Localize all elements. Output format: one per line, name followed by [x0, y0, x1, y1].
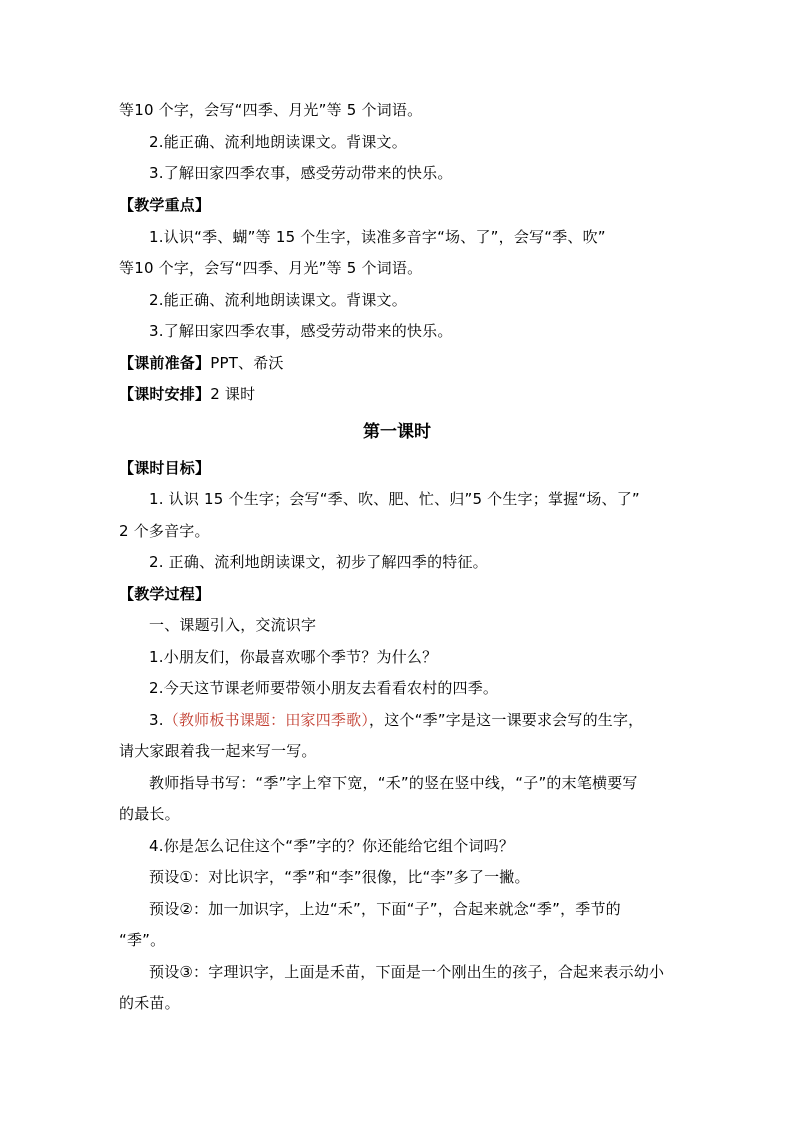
process-question-4: 4.你是怎么记住这个“季”字的？你还能给它组个词吗？	[149, 837, 515, 855]
process-question-3	[149, 710, 643, 730]
intro-line-1: 等10 个字，会写“四季、月光”等 5 个词语。	[119, 101, 423, 119]
process-heading: 【教学过程】	[119, 585, 211, 603]
prep-row	[119, 353, 284, 373]
lesson-goals-line-3: 2. 正确、流利地朗读课文，初步了解四季的特征。	[149, 553, 488, 571]
lesson-title: 第一课时	[363, 422, 431, 442]
board-title-note: （教师板书课题：田家四季歌）	[163, 711, 370, 729]
prep-heading: 【课前准备】	[119, 354, 211, 372]
key-points-line-1: 1.认识“季、蝴”等 15 个生字，读准多音字“场、了”，会写“季、吹”	[149, 228, 606, 246]
writing-guide-line-2: 的最长。	[119, 805, 180, 823]
preset-2-line-1: 预设②：加一加识字，上边“禾”，下面“子”，合起来就念“季”，季节的	[149, 900, 621, 918]
lesson-goals-line-2: 2 个多音字。	[119, 522, 210, 540]
intro-line-2: 2.能正确、流利地朗读课文。背课文。	[149, 133, 407, 151]
question-3-text: ，这个“季”字是这一课要求会写的生字，	[369, 711, 644, 729]
prep-text: PPT、希沃	[210, 354, 284, 372]
intro-line-3: 3.了解田家四季农事，感受劳动带来的快乐。	[149, 164, 453, 182]
process-question-2: 2.今天这节课老师要带领小朋友去看看农村的四季。	[149, 679, 499, 697]
schedule-text: 2 课时	[210, 385, 256, 403]
preset-3-line-1: 预设③：字理识字，上面是禾苗，下面是一个刚出生的孩子，合起来表示幼小	[149, 963, 665, 981]
preset-1: 预设①：对比识字，“季”和“李”很像，比“李”多了一撇。	[149, 868, 530, 886]
lesson-goals-heading: 【课时目标】	[119, 459, 211, 477]
question-3-number: 3.	[149, 711, 164, 729]
schedule-row	[119, 384, 255, 404]
process-section-1: 一、课题引入，交流识字	[149, 616, 317, 634]
key-points-line-2: 等10 个字，会写“四季、月光”等 5 个词语。	[119, 259, 423, 277]
key-points-line-4: 3.了解田家四季农事，感受劳动带来的快乐。	[149, 322, 453, 340]
schedule-heading: 【课时安排】	[119, 385, 211, 403]
preset-3-line-2: 的禾苗。	[119, 994, 180, 1012]
process-question-3-cont: 请大家跟着我一起来写一写。	[119, 742, 317, 760]
writing-guide-line-1: 教师指导书写：“季”字上窄下宽，“禾”的竖在竖中线，“子”的末笔横要写	[149, 774, 638, 792]
preset-2-line-2: “季”。	[119, 931, 166, 949]
process-question-1: 1.小朋友们，你最喜欢哪个季节？为什么？	[149, 648, 438, 666]
key-points-heading: 【教学重点】	[119, 196, 211, 214]
key-points-line-3: 2.能正确、流利地朗读课文。背课文。	[149, 291, 407, 309]
lesson-goals-line-1: 1. 认识 15 个生字；会写“季、吹、肥、忙、归”5 个生字；掌握“场、了”	[149, 490, 640, 508]
